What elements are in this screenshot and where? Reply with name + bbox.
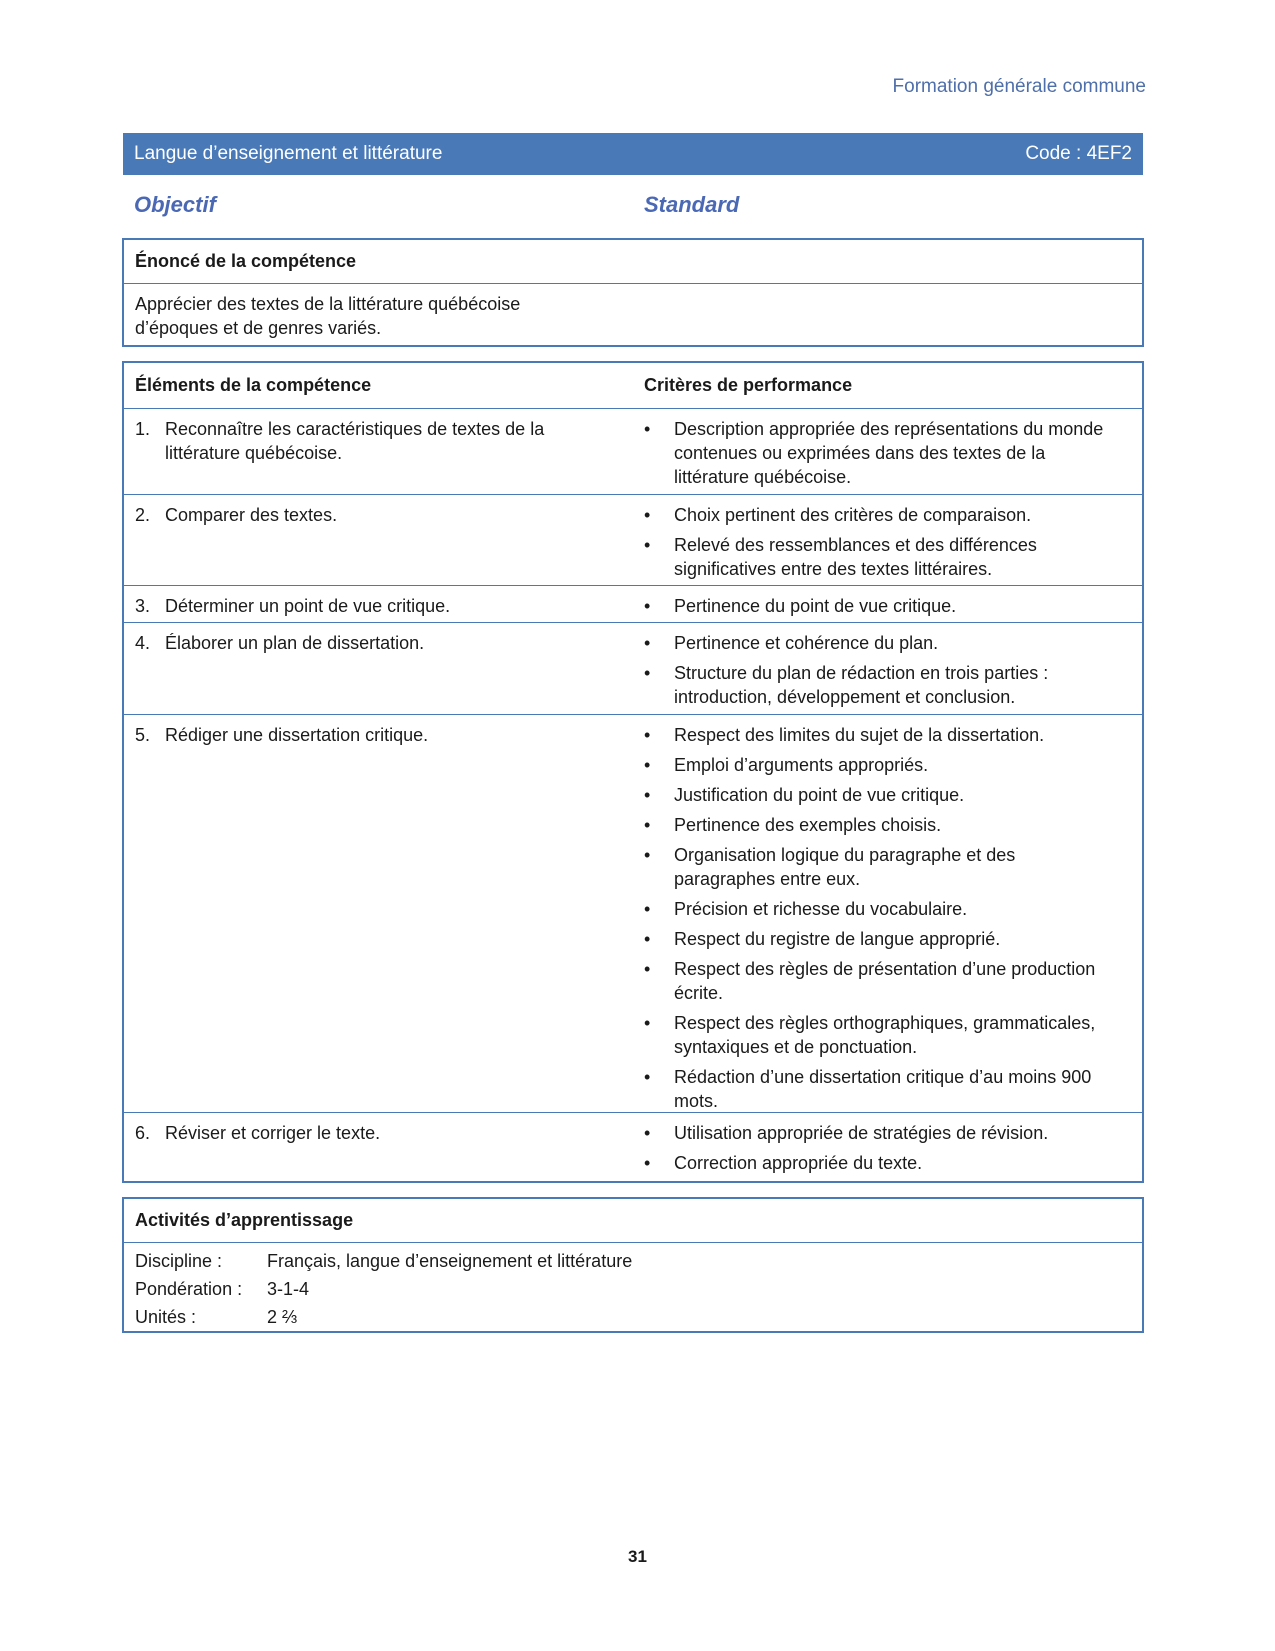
activity-value: 2 ⅔ [267, 1306, 298, 1327]
bullet-icon: • [644, 596, 651, 616]
criterion-item [644, 783, 1114, 807]
element-text: Rédiger une dissertation critique. [165, 725, 429, 745]
activity-key: Pondération : [135, 1278, 243, 1299]
subject-title: Langue d’enseignement et littérature [134, 143, 443, 164]
criterion-item [644, 843, 1114, 891]
bullet-icon: • [644, 1013, 651, 1033]
criterion-item [644, 927, 1114, 951]
element-cell [135, 417, 605, 465]
criterion-item [644, 1065, 1114, 1113]
learning-activities-box [122, 1197, 1144, 1333]
element-cell [135, 594, 605, 618]
criterion-text: Utilisation appropriée de stratégies de révision. [674, 1123, 1049, 1143]
elements-column-title: Éléments de la compétence [135, 375, 372, 395]
criteria-cell [644, 417, 1114, 495]
criterion-text: Description appropriée des représentations du monde contenues ou exprimées dans des textes de la littérature québécoise. [674, 419, 1104, 487]
criterion-item [644, 503, 1114, 527]
bullet-icon: • [644, 755, 651, 775]
bullet-icon: • [644, 725, 651, 745]
criterion-text: Précision et richesse du vocabulaire. [674, 899, 968, 919]
statement-line: d’époques et de genres variés. [135, 318, 382, 338]
objective-label: Objectif [134, 192, 216, 217]
criterion-text: Respect des règles orthographiques, grammaticales, syntaxiques et de ponctuation. [674, 1013, 1096, 1057]
element-number: 3. [135, 596, 151, 616]
criterion-text: Pertinence du point de vue critique. [674, 596, 957, 616]
element-number: 1. [135, 419, 151, 439]
criterion-item [644, 661, 1114, 709]
criterion-item [644, 897, 1114, 921]
bullet-icon: • [644, 633, 651, 653]
criterion-item [644, 1121, 1114, 1145]
bullet-icon: • [644, 959, 651, 979]
criterion-item [644, 753, 1114, 777]
criteria-cell [644, 594, 1114, 624]
criterion-text: Relevé des ressemblances et des différences significatives entre des textes littéraires. [674, 535, 1037, 579]
criterion-item [644, 723, 1114, 747]
activity-value: 3-1-4 [267, 1278, 310, 1299]
bullet-icon: • [644, 815, 651, 835]
criteria-column-title: Critères de performance [644, 375, 853, 395]
criterion-text: Respect des règles de présentation d’une production écrite. [674, 959, 1096, 1003]
element-cell [135, 723, 605, 747]
bullet-icon: • [644, 663, 651, 683]
bullet-icon: • [644, 845, 651, 865]
criterion-item [644, 533, 1114, 581]
element-number: 6. [135, 1123, 151, 1143]
competence-statement-body [124, 284, 1142, 340]
table-row [124, 623, 1142, 715]
element-text: Déterminer un point de vue critique. [165, 596, 451, 616]
activity-row [135, 1247, 1131, 1275]
criterion-text: Respect des limites du sujet de la dissertation. [674, 725, 1045, 745]
element-text: Élaborer un plan de dissertation. [165, 633, 425, 653]
criterion-item [644, 594, 1114, 618]
competence-statement-box [122, 238, 1144, 347]
program-header: Formation générale commune [892, 76, 1146, 97]
criterion-text: Emploi d’arguments appropriés. [674, 755, 929, 775]
objective-row [134, 192, 1134, 220]
table-header [124, 363, 1142, 409]
subject-banner [123, 133, 1143, 175]
criterion-text: Correction appropriée du texte. [674, 1153, 923, 1173]
activity-key: Discipline : [135, 1250, 223, 1271]
competence-elements-table [122, 361, 1144, 1183]
table-body [124, 409, 1142, 1183]
table-row [124, 715, 1142, 1113]
element-text: Réviser et corriger le texte. [165, 1123, 381, 1143]
criterion-text: Choix pertinent des critères de comparaison. [674, 505, 1032, 525]
element-cell [135, 1121, 605, 1145]
course-code: Code : 4EF2 [1025, 143, 1132, 164]
bullet-icon: • [644, 419, 651, 439]
activity-row [135, 1303, 1131, 1331]
criterion-item [644, 1011, 1114, 1059]
bullet-icon: • [644, 1153, 651, 1173]
bullet-icon: • [644, 505, 651, 525]
element-number: 2. [135, 505, 151, 525]
criteria-cell [644, 723, 1114, 1119]
criterion-item [644, 417, 1114, 489]
criterion-text: Respect du registre de langue approprié. [674, 929, 1001, 949]
learning-activities-body [124, 1243, 1142, 1331]
criterion-text: Justification du point de vue critique. [674, 785, 965, 805]
table-row [124, 1113, 1142, 1183]
criterion-text: Rédaction d’une dissertation critique d’au moins 900 mots. [674, 1067, 1092, 1111]
criterion-item [644, 1151, 1114, 1175]
criterion-text: Pertinence des exemples choisis. [674, 815, 942, 835]
activity-key: Unités : [135, 1306, 197, 1327]
activity-value: Français, langue d’enseignement et littérature [267, 1250, 633, 1271]
criterion-item [644, 813, 1114, 837]
element-text: Reconnaître les caractéristiques de textes de la littérature québécoise. [165, 419, 545, 463]
element-number: 5. [135, 725, 151, 745]
statement-line: Apprécier des textes de la littérature québécoise [135, 294, 521, 314]
element-cell [135, 503, 605, 527]
bullet-icon: • [644, 899, 651, 919]
table-row [124, 409, 1142, 495]
criterion-item [644, 957, 1114, 1005]
element-text: Comparer des textes. [165, 505, 338, 525]
bullet-icon: • [644, 929, 651, 949]
criterion-item [644, 631, 1114, 655]
criterion-text: Pertinence et cohérence du plan. [674, 633, 939, 653]
element-number: 4. [135, 633, 151, 653]
standard-label: Standard [644, 192, 740, 217]
bullet-icon: • [644, 1123, 651, 1143]
competence-statement-title: Énoncé de la compétence [124, 240, 1142, 284]
table-row [124, 495, 1142, 586]
page-number: 31 [628, 1547, 647, 1566]
criteria-cell [644, 1121, 1114, 1181]
table-row [124, 586, 1142, 623]
activity-row [135, 1275, 1131, 1303]
criterion-text: Organisation logique du paragraphe et des paragraphes entre eux. [674, 845, 1016, 889]
criteria-cell [644, 631, 1114, 715]
learning-activities-title: Activités d’apprentissage [124, 1199, 1142, 1243]
element-cell [135, 631, 605, 655]
bullet-icon: • [644, 785, 651, 805]
criterion-text: Structure du plan de rédaction en trois parties : introduction, développement et conclusion. [674, 663, 1049, 707]
bullet-icon: • [644, 535, 651, 555]
bullet-icon: • [644, 1067, 651, 1087]
criteria-cell [644, 503, 1114, 587]
